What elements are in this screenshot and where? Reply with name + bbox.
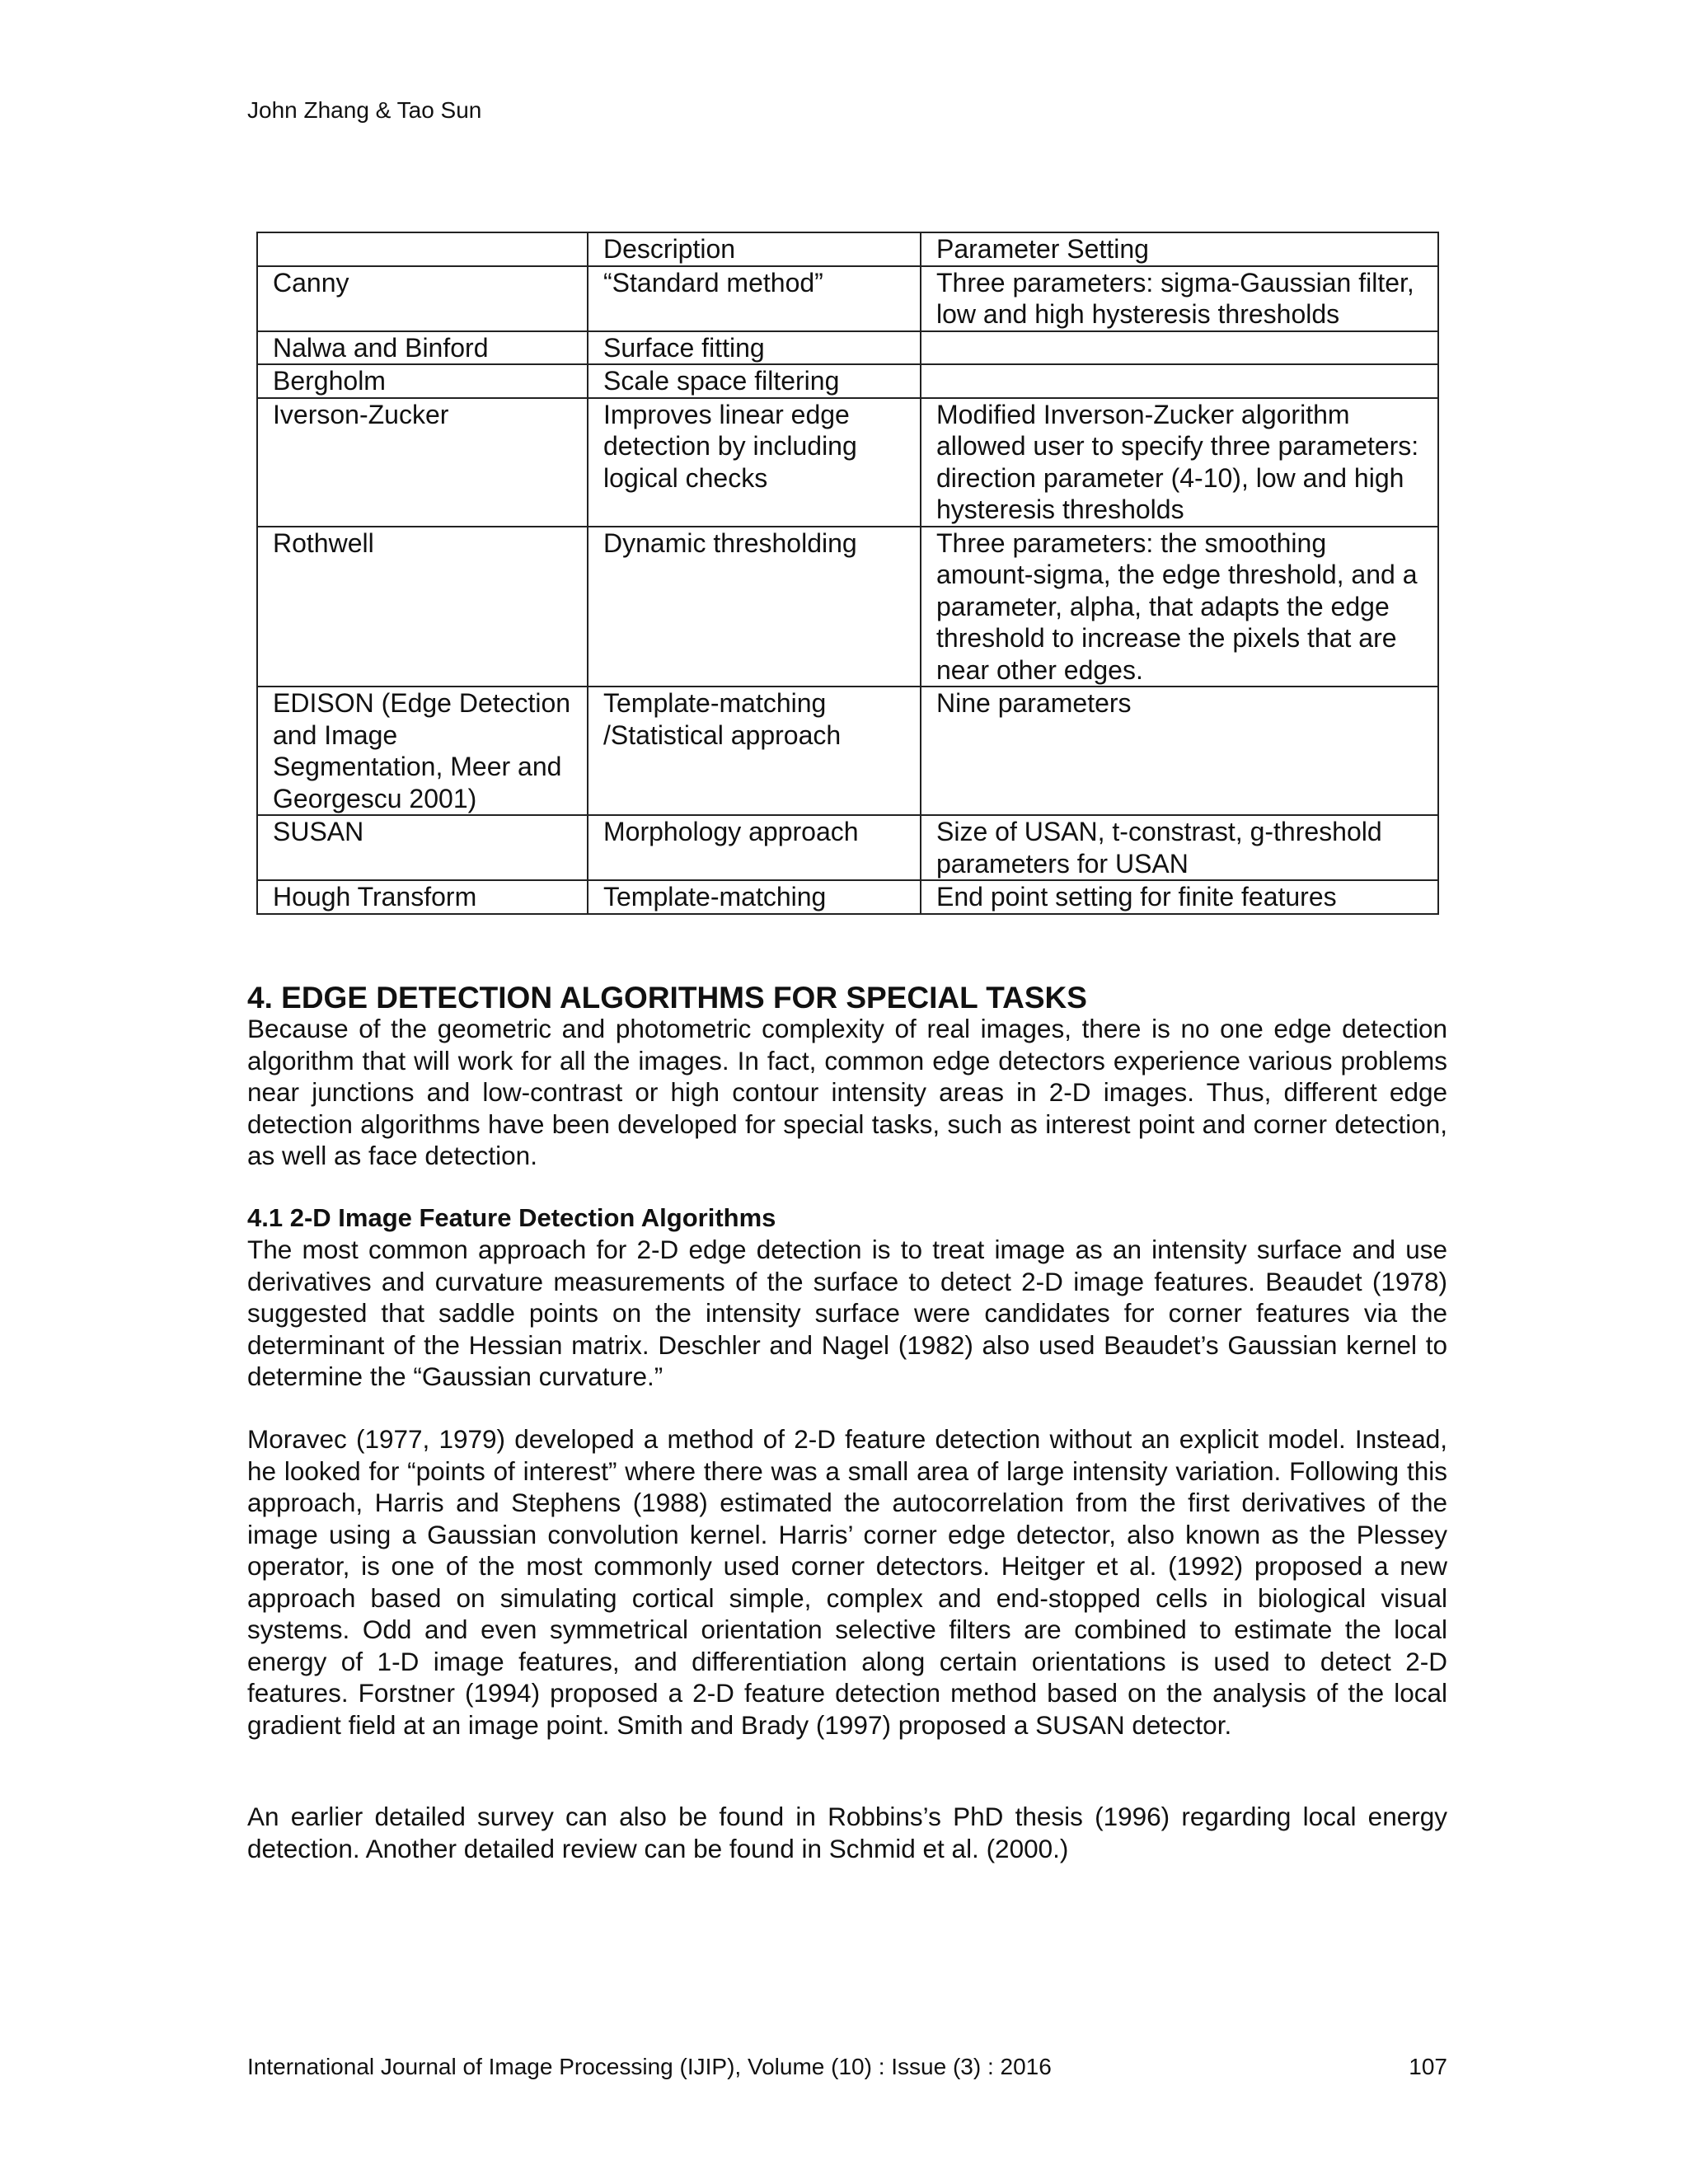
method-cell: Hough Transform	[257, 880, 588, 914]
parameters-cell: Three parameters: sigma-Gaussian filter, low and high hysteresis thresholds	[921, 266, 1438, 331]
method-cell: Rothwell	[257, 527, 588, 687]
section-intro-paragraph: Because of the geometric and photometric complexity of real images, there is no one edge detection algorithm that will work for all the images. In fact, common edge detectors experience various problems near junctions and low-contrast or high contour intensity areas in 2-D images. Thus, different edge detection algorithms have been developed for special tasks, such as interest point and corner detection, as well as face detection.	[247, 1014, 1447, 1170]
parameters-cell	[921, 331, 1438, 365]
table-row	[257, 266, 1438, 331]
parameters-cell: End point setting for finite features	[921, 880, 1438, 914]
table-row	[257, 687, 1438, 815]
parameters-cell: Three parameters: the smoothing amount-sigma, the edge threshold, and a parameter, alpha, that adapts the edge threshold to increase the pixels that are near other edges.	[921, 527, 1438, 687]
table-row	[257, 398, 1438, 527]
table-row	[257, 364, 1438, 398]
parameters-cell: Nine parameters	[921, 687, 1438, 815]
method-cell: SUSAN	[257, 815, 588, 880]
description-cell: Template-matching /Statistical approach	[588, 687, 921, 815]
method-cell: EDISON (Edge Detection and Image Segmentation, Meer and Georgescu 2001)	[257, 687, 588, 815]
subsection-heading: 4.1 2-D Image Feature Detection Algorithms	[247, 1203, 776, 1232]
description-cell: Morphology approach	[588, 815, 921, 880]
journal-citation: International Journal of Image Processing (IJIP), Volume (10) : Issue (3) : 2016	[247, 2054, 1052, 2079]
body-paragraph: The most common approach for 2-D edge detection is to treat image as an intensity surface and use derivatives and curvature measurements of the surface to detect 2-D image features. Beaudet (1978) suggested that saddle points on the intensity surface were candidates for corner features via the determinant of the Hessian matrix. Deschler and Nagel (1982) also used Beaudet’s Gaussian kernel to determine the “Gaussian curvature.”	[247, 1235, 1447, 1391]
column-header	[257, 232, 588, 266]
method-cell: Bergholm	[257, 364, 588, 398]
method-cell: Iverson-Zucker	[257, 398, 588, 527]
parameters-cell	[921, 364, 1438, 398]
method-cell: Nalwa and Binford	[257, 331, 588, 365]
edge-detectors-table	[256, 232, 1439, 915]
table-header-row	[257, 232, 1438, 266]
description-cell: Scale space filtering	[588, 364, 921, 398]
description-cell: Dynamic thresholding	[588, 527, 921, 687]
parameters-cell: Modified Inverson-Zucker algorithm allowed user to specify three parameters: direction parameter (4-10), low and high hysteresis thresholds	[921, 398, 1438, 527]
parameters-cell: Size of USAN, t-constrast, g-threshold parameters for USAN	[921, 815, 1438, 880]
table-row	[257, 527, 1438, 687]
table-row	[257, 880, 1438, 914]
page-footer	[247, 2054, 1447, 2080]
description-cell: “Standard method”	[588, 266, 921, 331]
column-header: Parameter Setting	[921, 232, 1438, 266]
page-number: 107	[1409, 2054, 1447, 2079]
table-row	[257, 331, 1438, 365]
section-heading: 4. EDGE DETECTION ALGORITHMS FOR SPECIAL TASKS	[247, 981, 1087, 1015]
description-cell: Improves linear edge detection by including logical checks	[588, 398, 921, 527]
description-cell: Template-matching	[588, 880, 921, 914]
column-header: Description	[588, 232, 921, 266]
running-head-authors: John Zhang & Tao Sun	[247, 97, 482, 123]
method-cell: Canny	[257, 266, 588, 331]
description-cell: Surface fitting	[588, 331, 921, 365]
body-paragraph: Moravec (1977, 1979) developed a method of 2-D feature detection without an explicit model. Instead, he looked for “points of interest” where there was a small area of large intensity variation. Following this approach, Harris and Stephens (1988) estimated the autocorrelation from the first derivatives of the image using a Gaussian convolution kernel. Harris’ corner edge detector, also known as the Plessey operator, is one of the most commonly used corner detectors. Heitger et al. (1992) proposed a new approach based on simulating cortical simple, complex and end-stopped cells in biological visual systems. Odd and even symmetrical orientation selective filters are combined to estimate the local energy of 1-D image features, and differentiation along certain orientations is used to detect 2-D features. Forstner (1994) proposed a 2-D feature detection method based on the analysis of the local gradient field at an image point. Smith and Brady (1997) proposed a SUSAN detector.	[247, 1424, 1447, 1740]
table-row	[257, 815, 1438, 880]
body-paragraph: An earlier detailed survey can also be found in Robbins’s PhD thesis (1996) regarding local energy detection. Another detailed review can be found in Schmid et al. (2000.)	[247, 1802, 1447, 1863]
